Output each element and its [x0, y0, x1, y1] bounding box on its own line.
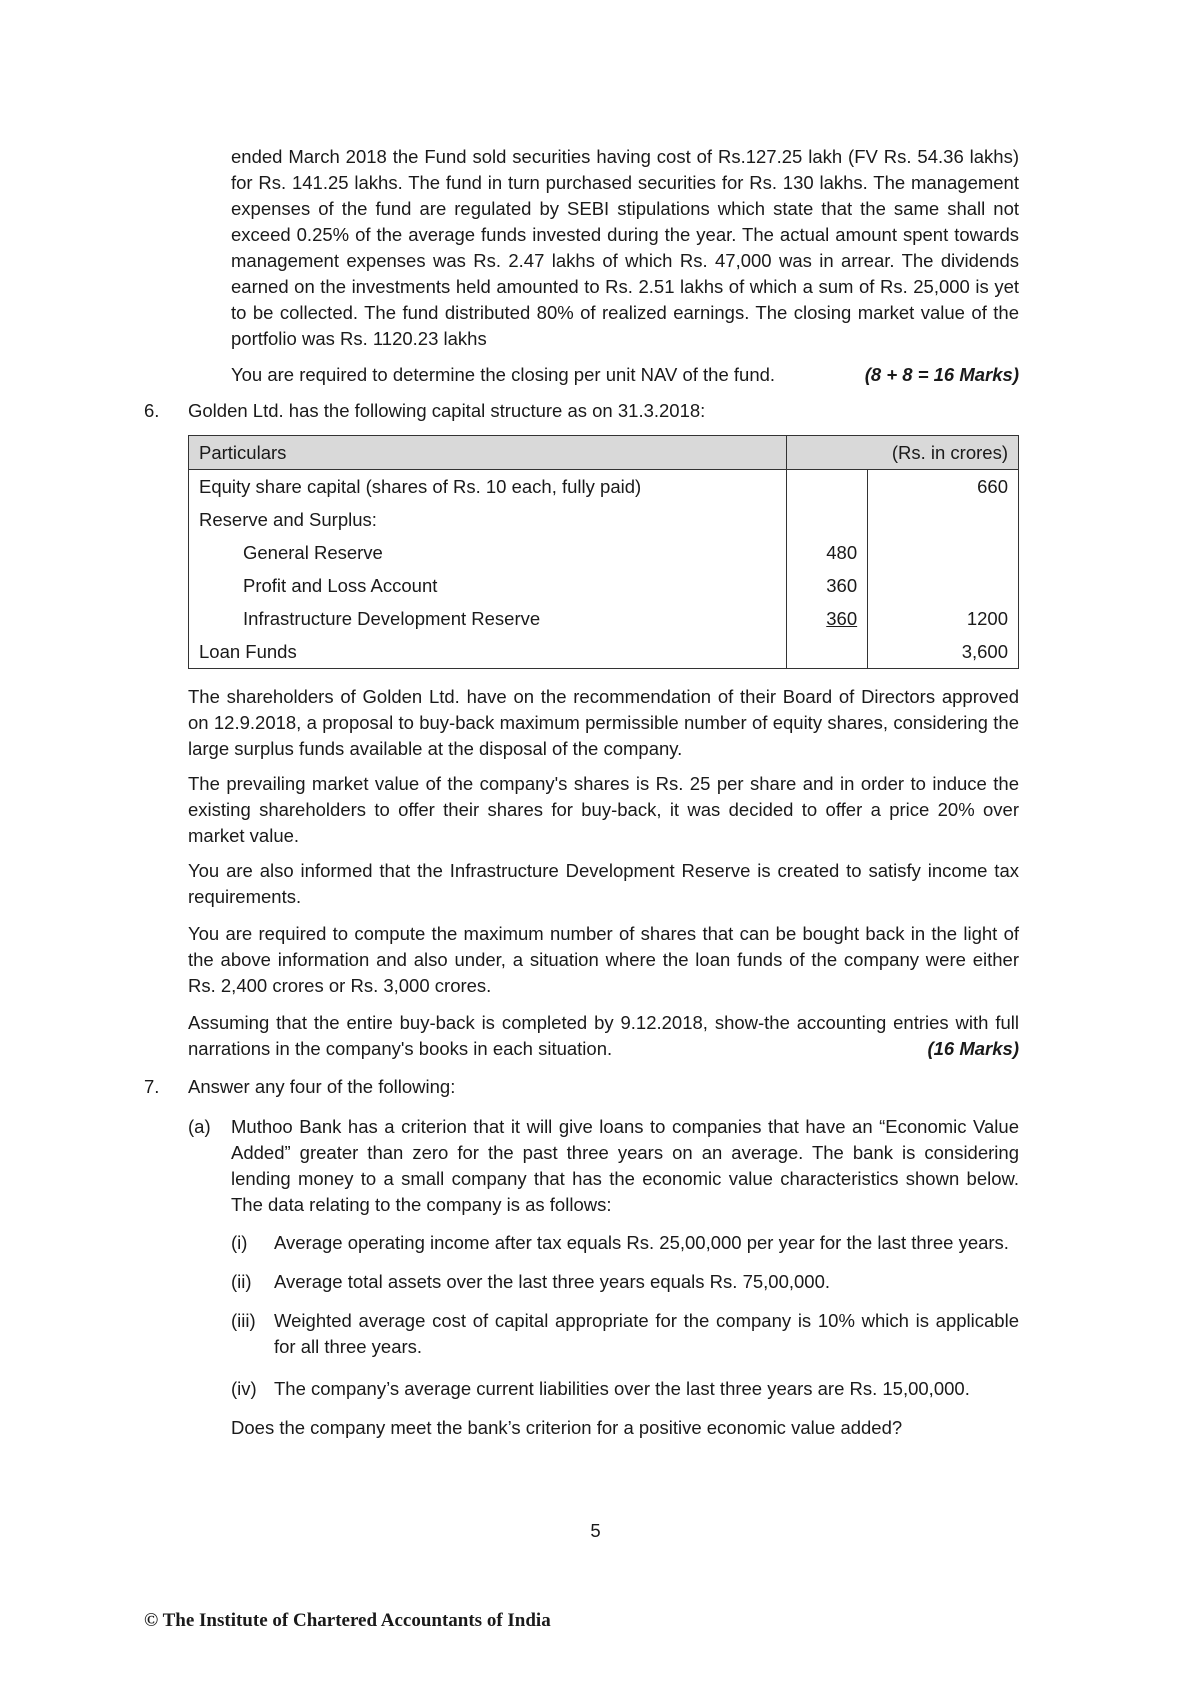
q6-marks: (16 Marks) — [927, 1038, 1019, 1059]
q6-paragraph-2: The prevailing market value of the company's shares is Rs. 25 per share and in order to induce the existing shareholders to offer their shares for buy-back, it was decided to offer a price 20% over market value. — [188, 773, 1019, 846]
q6-paragraph-4: You are required to compute the maximum number of shares that can be bought back in the light of the above information and also under, a situation where the loan funds of the company were either Rs. 2,400 crores or Rs. 3,000 crores. — [188, 923, 1019, 996]
q7-item-label: (iv) — [231, 1378, 257, 1399]
row-label: Equity share capital (shares of Rs. 10 each, fully paid) — [189, 470, 787, 504]
row-total: 3,600 — [868, 635, 1019, 669]
row-mid: 360 — [826, 607, 858, 629]
row-mid: 480 — [787, 536, 868, 569]
q5-paragraph-cont: ended March 2018 the Fund sold securities having cost of Rs.127.25 lakh (FV Rs. 54.36 lakhs) for Rs. 141.25 lakhs. The fund in turn purchased securities for Rs. 130 lakhs. The management expenses of the fund are regulated by SEBI stipulations which state that the same shall not exceed 0.25% of the average funds invested during the year. The actual amount spent towards management expenses was Rs. 2.47 lakhs of which Rs. 47,000 was in arrear. The dividends earned on the investments held amounted to Rs. 2.51 lakhs of which a sum of Rs. 25,000 is yet to be collected. The fund distributed 80% of realized earnings. The closing market value of the portfolio was Rs. 1120.23 lakhs — [231, 146, 1019, 349]
table-row — [189, 503, 1019, 536]
q7-item-text: Average total assets over the last three years equals Rs. 75,00,000. — [274, 1271, 831, 1292]
row-total — [868, 536, 1019, 569]
header-particulars: Particulars — [189, 436, 787, 470]
table-row — [189, 536, 1019, 569]
q7-item-label: (ii) — [231, 1271, 252, 1292]
row-mid — [787, 503, 868, 536]
q6-intro: Golden Ltd. has the following capital structure as on 31.3.2018: — [188, 400, 706, 421]
q7-item-label: (iii) — [231, 1310, 256, 1331]
q5-marks: (8 + 8 = 16 Marks) — [864, 364, 1019, 385]
page-number: 5 — [590, 1520, 601, 1541]
row-label: Profit and Loss Account — [189, 569, 787, 602]
q7-item-text: Average operating income after tax equals Rs. 25,00,000 per year for the last three years. — [274, 1232, 1009, 1253]
table-row — [189, 569, 1019, 602]
row-label: General Reserve — [189, 536, 787, 569]
q6-number: 6. — [144, 400, 160, 421]
q7-a-text: Muthoo Bank has a criterion that it will give loans to companies that have an “Economic Value Added” greater than zero for the past three years on an average. The bank is considering lending money to a small company that has the economic value characteristics shown below. The data relating to the company is as follows: — [231, 1116, 1019, 1215]
table-row — [189, 602, 1019, 635]
q7-number: 7. — [144, 1076, 160, 1097]
q5-requirement — [231, 362, 1019, 388]
table-header-row — [189, 436, 1019, 470]
row-label: Reserve and Surplus: — [189, 503, 787, 536]
q6-paragraph-5 — [188, 1010, 1019, 1062]
table-row — [189, 635, 1019, 669]
row-total — [868, 503, 1019, 536]
q7-a-label: (a) — [188, 1116, 211, 1137]
row-total — [868, 569, 1019, 602]
q7-item-text: Weighted average cost of capital appropriate for the company is 10% which is applicable for all three years. — [274, 1310, 1019, 1357]
header-unit: (Rs. in crores) — [787, 436, 1019, 470]
row-label: Loan Funds — [189, 635, 787, 669]
table-row — [189, 470, 1019, 504]
row-total: 660 — [868, 470, 1019, 504]
q5-requirement-text: You are required to determine the closing per unit NAV of the fund. — [231, 364, 776, 385]
row-mid — [787, 470, 868, 504]
row-total: 1200 — [868, 602, 1019, 635]
q6-paragraph-3: You are also informed that the Infrastructure Development Reserve is created to satisfy income tax requirements. — [188, 860, 1019, 907]
capital-structure-table — [188, 435, 1019, 669]
footer-copyright: © The Institute of Chartered Accountants of India — [144, 1610, 551, 1631]
q7-question: Does the company meet the bank’s criterion for a positive economic value added? — [231, 1417, 903, 1438]
row-mid — [787, 635, 868, 669]
q7-intro: Answer any four of the following: — [188, 1076, 456, 1097]
row-label: Infrastructure Development Reserve — [189, 602, 787, 635]
q7-item-label: (i) — [231, 1232, 248, 1253]
q6-paragraph-5-text: Assuming that the entire buy-back is completed by 9.12.2018, show-the accounting entries with full narrations in the company's books in each situation. — [188, 1012, 1019, 1059]
q7-item-text: The company’s average current liabilities over the last three years are Rs. 15,00,000. — [274, 1378, 970, 1399]
row-mid: 360 — [787, 569, 868, 602]
q6-paragraph-1: The shareholders of Golden Ltd. have on the recommendation of their Board of Directors approved on 12.9.2018, a proposal to buy-back maximum permissible number of equity shares, considering the large surplus funds available at the disposal of the company. — [188, 686, 1019, 759]
